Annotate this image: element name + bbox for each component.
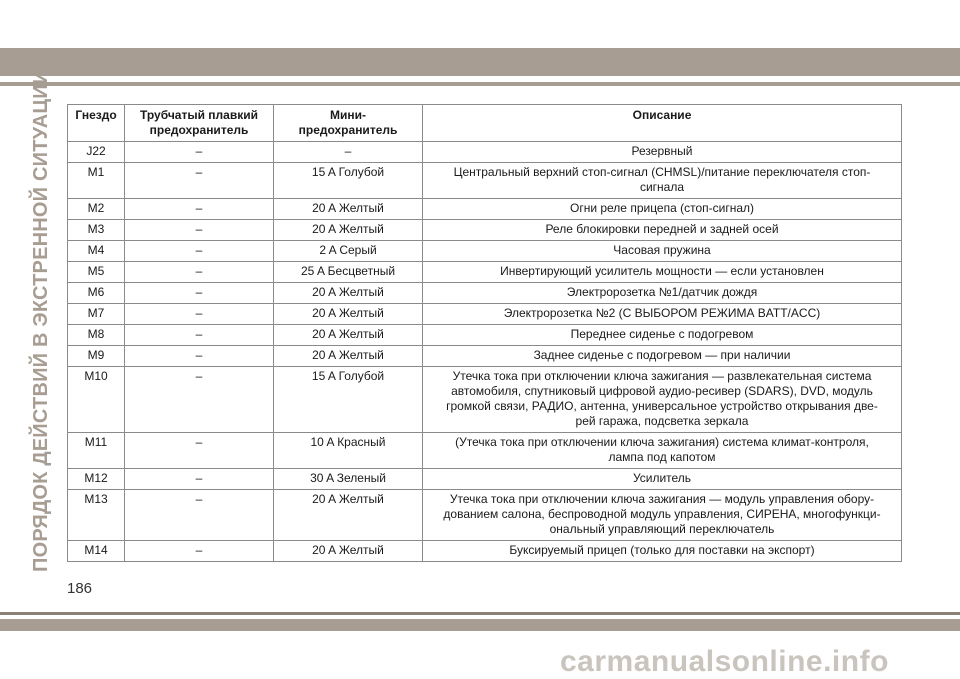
cell-description [423, 283, 902, 304]
table-row [68, 304, 902, 325]
cell-cavity: M6 [68, 283, 125, 304]
cell-cartridge-fuse: – [125, 262, 274, 283]
cell-description [423, 199, 902, 220]
cell-description [423, 490, 902, 541]
description-line: Центральный верхний стоп-сигнал (CHMSL)/питание переключателя стоп- [453, 165, 871, 179]
cell-cavity: M4 [68, 241, 125, 262]
cell-cavity: M9 [68, 346, 125, 367]
table-row [68, 346, 902, 367]
cell-description [423, 241, 902, 262]
cell-cartridge-fuse: – [125, 304, 274, 325]
cell-cavity: M11 [68, 433, 125, 469]
cell-cartridge-fuse: – [125, 490, 274, 541]
cell-mini-fuse: 20 A Желтый [274, 325, 423, 346]
table-body [68, 142, 902, 562]
description-line: дованием салона, беспроводной модуль управления, СИРЕНА, многофункци- [443, 507, 881, 521]
cell-mini-fuse: 15 A Голубой [274, 367, 423, 433]
page-number: 186 [67, 580, 93, 597]
cell-cartridge-fuse: – [125, 541, 274, 562]
cell-mini-fuse: 20 A Желтый [274, 283, 423, 304]
cell-description [423, 433, 902, 469]
description-line: рей гаража, подсветка зеркала [575, 414, 749, 428]
header-line: предохранитель [298, 123, 398, 137]
cell-mini-fuse: 25 A Бесцветный [274, 262, 423, 283]
table-row [68, 241, 902, 262]
table-row [68, 325, 902, 346]
table-row [68, 262, 902, 283]
cell-mini-fuse: 20 A Желтый [274, 541, 423, 562]
cell-description [423, 220, 902, 241]
cell-cavity: M14 [68, 541, 125, 562]
description-line: Утечка тока при отключении ключа зажигания — развлекательная система [452, 369, 872, 383]
cell-cavity: M12 [68, 469, 125, 490]
table-row [68, 367, 902, 433]
cell-mini-fuse: 20 A Желтый [274, 304, 423, 325]
description-line: Резервный [631, 144, 693, 158]
description-line: автомобиля, спутниковый цифровой аудио-ресивер (SDARS), DVD, модуль [451, 384, 873, 398]
description-line: Утечка тока при отключении ключа зажигания — модуль управления обору- [449, 492, 875, 506]
cell-description [423, 346, 902, 367]
cell-mini-fuse: 2 A Серый [274, 241, 423, 262]
description-line: Реле блокировки передней и задней осей [545, 222, 779, 236]
table-row [68, 469, 902, 490]
table-row [68, 490, 902, 541]
description-line: Переднее сиденье с подогревом [570, 327, 754, 341]
section-side-title: ПОРЯДОК ДЕЙСТВИЙ В ЭКСТРЕННОЙ СИТУАЦИИ [30, 69, 52, 572]
cell-mini-fuse: 20 A Желтый [274, 199, 423, 220]
table-row [68, 163, 902, 199]
cell-description [423, 469, 902, 490]
cell-cartridge-fuse: – [125, 325, 274, 346]
cell-description [423, 163, 902, 199]
header-description [423, 105, 902, 142]
cell-cavity: M7 [68, 304, 125, 325]
cell-cartridge-fuse: – [125, 241, 274, 262]
cell-description [423, 325, 902, 346]
description-line: Буксируемый прицеп (только для поставки на экспорт) [509, 543, 815, 557]
description-line: Заднее сиденье с подогревом — при наличии [533, 348, 791, 362]
cell-cavity: M10 [68, 367, 125, 433]
cell-cavity: M2 [68, 199, 125, 220]
cell-cartridge-fuse: – [125, 142, 274, 163]
table-row [68, 283, 902, 304]
description-line: (Утечка тока при отключении ключа зажигания) система климат-контроля, [455, 435, 869, 449]
header-line: предохранитель [149, 123, 249, 137]
description-line: Электророзетка №1/датчик дождя [566, 285, 758, 299]
cell-cartridge-fuse: – [125, 469, 274, 490]
cell-cartridge-fuse: – [125, 346, 274, 367]
header-cavity [68, 105, 125, 142]
description-line: Инвертирующий усилитель мощности — если установлен [500, 264, 824, 278]
header-line: Трубчатый плавкий [140, 108, 258, 122]
cell-mini-fuse: 10 A Красный [274, 433, 423, 469]
description-line: Электророзетка №2 (С ВЫБОРОМ РЕЖИМА BATT/ACC) [503, 306, 821, 320]
top-decorative-line [0, 82, 960, 86]
table-row [68, 541, 902, 562]
cell-description [423, 304, 902, 325]
cell-cavity: M1 [68, 163, 125, 199]
header-mini-fuse [274, 105, 423, 142]
description-line: Усилитель [632, 471, 692, 485]
bottom-decorative-line [0, 612, 960, 615]
bottom-decorative-band [0, 619, 960, 631]
cell-description [423, 262, 902, 283]
fuse-table [67, 104, 902, 562]
cell-cavity: M8 [68, 325, 125, 346]
table-row [68, 199, 902, 220]
table-row [68, 433, 902, 469]
cell-cartridge-fuse: – [125, 199, 274, 220]
cell-mini-fuse: 15 A Голубой [274, 163, 423, 199]
header-line: Описание [632, 108, 692, 122]
cell-mini-fuse: 20 A Желтый [274, 220, 423, 241]
table-row [68, 220, 902, 241]
description-line: Огни реле прицепа (стоп-сигнал) [569, 201, 755, 215]
header-cartridge-fuse [125, 105, 274, 142]
cell-cavity: M3 [68, 220, 125, 241]
table-header-row [68, 105, 902, 142]
description-line: лампа под капотом [608, 450, 716, 464]
cell-cavity: M13 [68, 490, 125, 541]
cell-mini-fuse: – [274, 142, 423, 163]
cell-mini-fuse: 20 A Желтый [274, 346, 423, 367]
header-line: Гнездо [75, 108, 117, 122]
cell-cavity: M5 [68, 262, 125, 283]
cell-cartridge-fuse: – [125, 283, 274, 304]
cell-mini-fuse: 20 A Желтый [274, 490, 423, 541]
cell-cavity: J22 [68, 142, 125, 163]
description-line: Часовая пружина [613, 243, 711, 257]
description-line: ональный управляющий переключатель [549, 522, 775, 536]
cell-cartridge-fuse: – [125, 220, 274, 241]
top-decorative-band [0, 48, 960, 76]
header-line: Мини- [330, 108, 366, 122]
description-line: сигнала [639, 180, 685, 194]
cell-cartridge-fuse: – [125, 433, 274, 469]
cell-description [423, 142, 902, 163]
cell-cartridge-fuse: – [125, 163, 274, 199]
watermark: carmanualsonline.info [560, 645, 889, 678]
description-line: громкой связи, РАДИО, антенна, универсальное устройство открывания две- [446, 399, 878, 413]
table-row [68, 142, 902, 163]
cell-description [423, 541, 902, 562]
cell-mini-fuse: 30 A Зеленый [274, 469, 423, 490]
cell-cartridge-fuse: – [125, 367, 274, 433]
cell-description [423, 367, 902, 433]
